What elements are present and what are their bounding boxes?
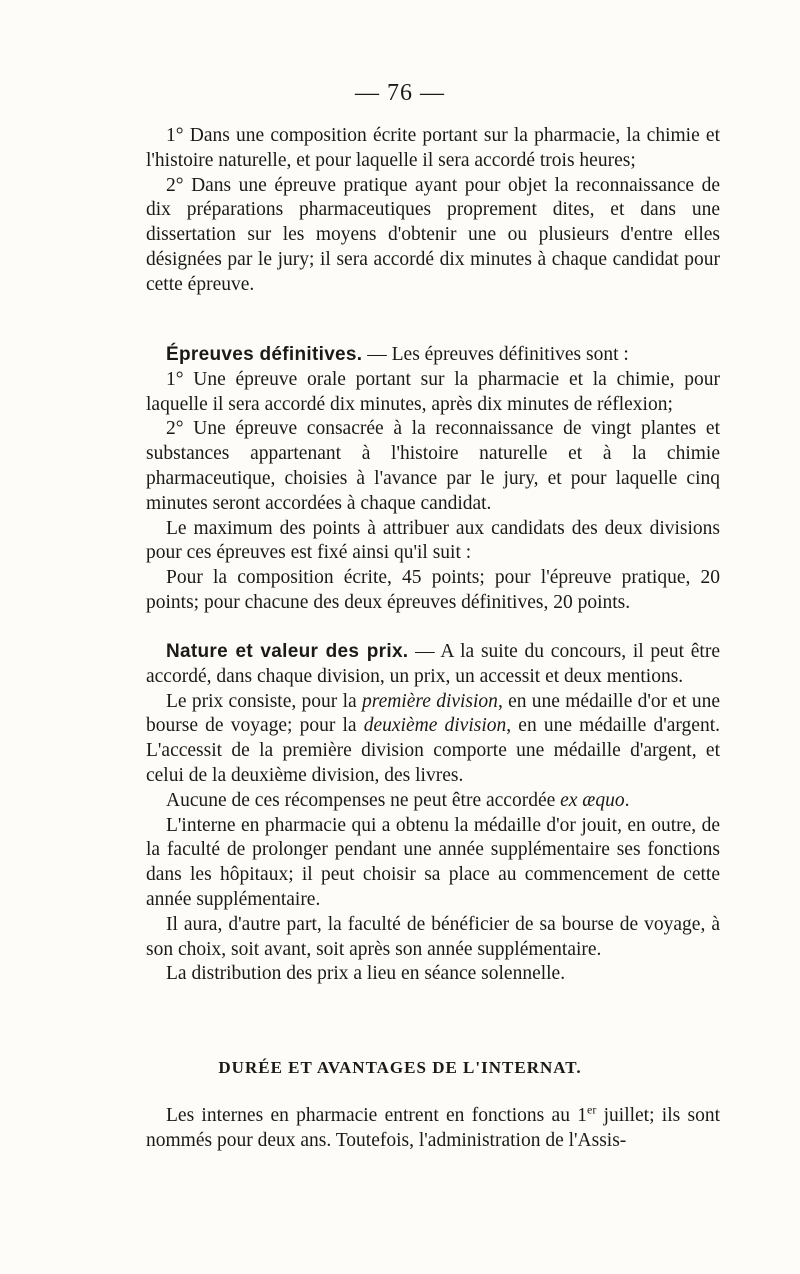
heading-prizes: Nature et valeur des prix. xyxy=(166,641,409,662)
paragraph-internship xyxy=(146,1104,720,1154)
section-title: DURÉE ET AVANTAGES DE L'INTERNAT. xyxy=(218,1058,582,1077)
italic-first-division: première division xyxy=(361,690,498,712)
heading-final-exams: Épreuves définitives. xyxy=(166,344,363,365)
section-internship xyxy=(146,1104,720,1154)
paragraph-gold-medal: L'interne en pharmacie qui a obtenu la médaille d'or jouit, en outre, de la faculté de prolonger pendant une année supplémentaire ses fonctions dans les hôpitaux; il peut choisir sa place au commencement de cette année supplémentaire. xyxy=(146,814,720,910)
paragraph-composition: 1° Dans une composition écrite portant sur la pharmacie, la chimie et l'histoire naturelle, et pour laquelle il sera accordé trois heures; xyxy=(146,125,720,171)
text-run: Aucune de ces récompenses ne peut être accordée xyxy=(166,789,561,811)
section-final-exams xyxy=(146,343,720,616)
italic-ex-aequo: ex æquo xyxy=(560,789,625,811)
paragraph-final-intro xyxy=(146,343,720,368)
text-run: , en une médaille d'or et une bourse de voyage; pour la xyxy=(146,690,720,737)
paragraph-oral-test: 1° Une épreuve orale portant sur la pharmacie et la chimie, pour laquelle il sera accordé dix minutes, après dix minutes de réflexion; xyxy=(146,368,720,415)
paragraph-ex-aequo xyxy=(146,789,720,814)
text-run: Le prix consiste, pour la xyxy=(166,690,362,712)
prizes-intro: — A la suite du concours, il peut être accordé, dans chaque division, un prix, un accessit et deux mentions. xyxy=(146,641,720,687)
superscript-er: er xyxy=(587,1102,597,1117)
paragraph-prizes-intro xyxy=(146,640,720,690)
paragraph-points-intro: Le maximum des points à attribuer aux candidats des deux divisions pour ces épreuves est fixé ainsi qu'il suit : xyxy=(146,517,720,564)
paragraph-distribution: La distribution des prix a lieu en séance solennelle. xyxy=(166,963,566,985)
paragraph-prize-details xyxy=(146,690,720,789)
page-number: — 76 — xyxy=(355,80,445,106)
paragraph-recognition-test: 2° Une épreuve consacrée à la reconnaissance de vingt plantes et substances appartenant à l'histoire naturelle et à la chimie pharmaceutique, choisies à l'avance par le jury, et pour laquelle cinq minutes seront accordées à chaque candidat. xyxy=(146,418,720,514)
text-run: , en une médaille d'argent. L'accessit de la première division comporte une médaille d'argent, et celui de la deuxième division, des livres. xyxy=(146,715,720,786)
italic-second-division: deuxième division xyxy=(363,715,507,737)
text-run: . xyxy=(624,789,630,811)
paragraph-points-detail: Pour la composition écrite, 45 points; pour l'épreuve pratique, 20 points; pour chacune des deux épreuves définitives, 20 points. xyxy=(146,567,720,613)
paragraph-practical-test: 2° Dans une épreuve pratique ayant pour objet la reconnaissance de dix préparations pharmaceutiques proprement dites, et dans une dissertation sur les moyens d'obtenir une ou plusieurs d'entre elles désignées par le jury; il sera accordé dix minutes à chaque candidat pour cette épreuve. xyxy=(146,174,720,295)
section-written-exams xyxy=(146,124,720,298)
section-prizes xyxy=(146,640,720,987)
final-exams-intro: — Les épreuves définitives sont : xyxy=(362,344,629,365)
text-run: Les internes en pharmacie entrent en fonctions au 1 xyxy=(166,1105,587,1126)
paragraph-travel-grant: Il aura, d'autre part, la faculté de bénéficier de sa bourse de voyage, à son choix, soit avant, soit après son année supplémentaire. xyxy=(146,913,720,960)
text-run: juillet; ils sont nommés pour deux ans. Toutefois, l'administration de l'Assis- xyxy=(146,1105,721,1151)
